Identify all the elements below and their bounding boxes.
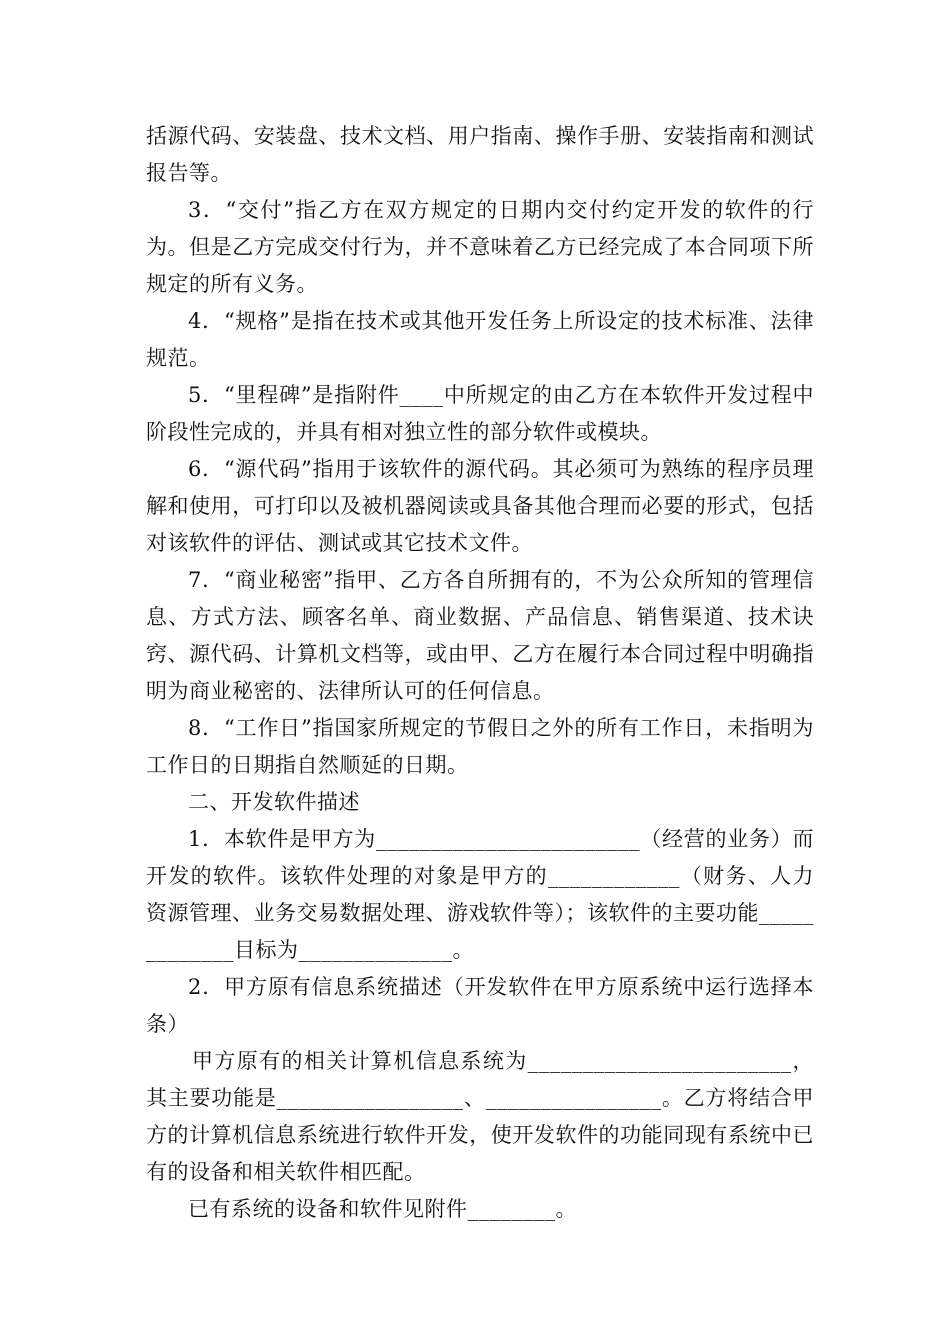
clause-6-source-code: 6．“源代码”指用于该软件的源代码。其必须可为熟练的程序员理解和使用，可打印以及被机器阅读或具备其他合理而必要的形式，包括对该软件的评估、测试或其它技术文件。 (146, 457, 814, 555)
document-body (146, 118, 814, 1228)
clause-2-existing-system: 2．甲方原有信息系统描述（开发软件在甲方原系统中运行选择本条） (146, 975, 814, 1036)
paragraph-continuation: 括源代码、安装盘、技术文档、用户指南、操作手册、安装指南和测试报告等。 (146, 124, 814, 185)
clause-5-milestone: 5．“里程碑”是指附件____中所规定的由乙方在本软件开发过程中阶段性完成的，并具有相对独立性的部分软件或模块。 (146, 383, 814, 444)
section-heading-software-description: 二、开发软件描述 (188, 790, 360, 814)
paragraph-existing-equipment: 已有系统的设备和软件见附件________。 (188, 1197, 577, 1221)
clause-4-specification: 4．“规格”是指在技术或其他开发任务上所设定的技术标准、法律规范。 (146, 309, 814, 370)
clause-1-software-purpose: 1．本软件是甲方为________________________（经营的业务）而开发的软件。该软件处理的对象是甲方的____________（财务、人力资源管理、业务交易数据处理、游戏软件等）；该软件的主要功能_____________目标为______________。 (146, 827, 814, 962)
clause-3-delivery: 3．“交付”指乙方在双方规定的日期内交付约定开发的软件的行为。但是乙方完成交付行为，并不意味着乙方已经完成了本合同项下所规定的所有义务。 (146, 198, 814, 296)
clause-7-trade-secret: 7．“商业秘密”指甲、乙方各自所拥有的，不为公众所知的管理信息、方式方法、顾客名单、商业数据、产品信息、销售渠道、技术诀窍、源代码、计算机文档等，或由甲、乙方在履行本合同过程中明确指明为商业秘密的、法律所认可的任何信息。 (146, 568, 814, 703)
clause-8-working-day: 8．“工作日”指国家所规定的节假日之外的所有工作日，未指明为工作日的日期指自然顺延的日期。 (146, 716, 814, 777)
paragraph-existing-system-detail: 甲方原有的相关计算机信息系统为________________________，其主要功能是_________________、________________。乙方将结合甲方的计算机信息系统进行软件开发，使开发软件的功能同现有系统中已有的设备和相关软件相匹配。 (146, 1049, 814, 1184)
